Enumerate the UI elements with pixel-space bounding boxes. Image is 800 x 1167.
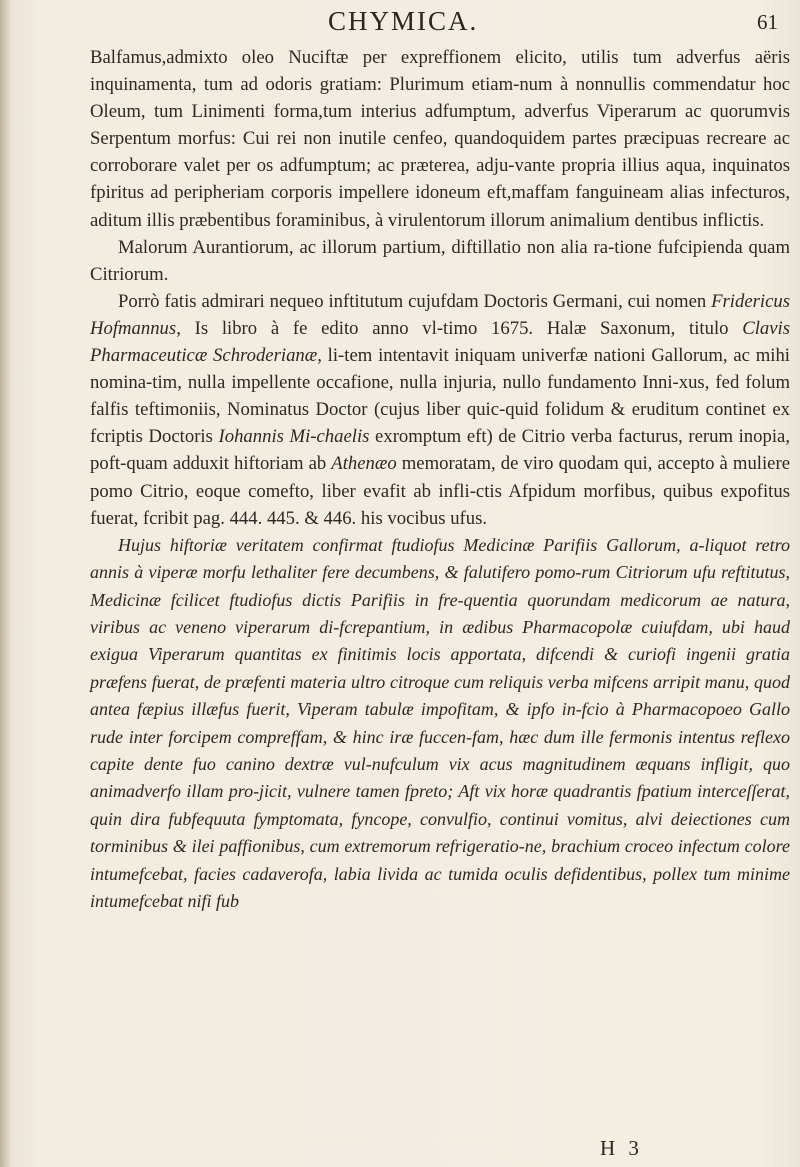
text-segment: Balfamus,admixto oleo Nuciftæ per expreffionem elicito, utilis tum adverfus aëris inquinamenta, tum ad odoris gratiam: Plurimum etiam-num à nonnullis commendatur hoc Oleum, tum Linimenti forma,tum interius adfumptum, adverfus Viperarum ac quorumvis Serpentum morfus: Cui rei non inutile cenfeo, quandoquidem partes præcipuas recreare ac corroborare valet per os adfumptum; ac præterea, adju-vante propria illius aqua, inquinatos fpiritus ad peripheriam corporis impellere idoneum eft,maffam fanguineam alias infecturos, aditum illis præbentibus foraminibus, à virulentorum illorum animalium dentibus inflictis. (90, 47, 790, 231)
paragraph (90, 44, 790, 234)
text-segment: memoratam, de viro quodam qui, accepto à muliere pomo Citrio, eoque comefto, liber evafit ab infli-ctis Afpidum morfibus, quibus expofitus fuerat, fcribit pag. 444. 445. & 446. his vocibus ufus. (90, 453, 790, 529)
text-segment: exromptum eft) de Citrio verba facturus, rerum inopia, poft-quam adduxit hiftoriam ab (90, 426, 790, 475)
page-header (88, 6, 778, 40)
running-title: CHYMICA. (328, 6, 479, 36)
italic-segment: Fridericus Hofmannus (90, 290, 790, 339)
paragraph (90, 234, 790, 288)
body-text (90, 44, 790, 915)
paragraph (90, 288, 790, 532)
page-number: 61 (757, 10, 778, 34)
text-segment: Malorum Aurantiorum, ac illorum partium, diftillatio non alia ra-tione fufcipienda quam Citriorum. (90, 236, 790, 285)
text-segment: , Is libro à fe edito anno vl-timo 1675. Halæ Saxonum, titulo (176, 317, 743, 339)
italic-segment: Athenæo (331, 453, 397, 475)
signature-mark: H 3 (600, 1136, 643, 1160)
text-segment: , li-tem intentavit iniquam univerfæ nationi Gallorum, ac mihi nomina-tim, nulla impellente occafione, nulla injuria, nullo fundamento Inni-xus, fed folum falfis teftimoniis, Nominatus Doctor (cujus liber quic-quid folidum & eruditum continet ex fcriptis Doctoris (90, 345, 791, 448)
italic-segment: Clavis Pharmaceuticæ Schroderianæ (90, 317, 790, 367)
text-segment: Porrò fatis admirari nequeo inftitutum cujufdam Doctoris Germani, cui nomen (118, 290, 712, 312)
binding-gutter (0, 0, 10, 1167)
text-segment: Hujus hiftoriæ veritatem confirmat ftudiofus Medicinæ Parifiis Gallorum, a-liquot retro annis à viperæ morfu lethaliter fere decumbens, & falutifero pomo-rum Citriorum ufu reftitutus, Medicinæ fcilicet ftudiofus dictis Parifiis in fre-quentia quorundam medicorum ae natura, viribus ac veneno viperarum di-fcrepantium, in ædibus Pharmacopolæ cuiufdam, ubi haud exigua Viperarum quantitas ex finitimis locis apportata, difcendi & curiofi ingenii gratia præfens fuerat, de præfenti materia ultro citroque cum reliquis verba mifcens arripit manu, quod antea fæpius illæfus fuerit, Viperam tabulæ impofitam, & ipfo in-fcio à Pharmacopoeo Gallo rude inter forcipem compreffam, & hinc iræ fuccen-fam, hæc dum ille fermonis intentus reflexo capite dente fuo canino dextræ vul-nufculum vix acus magnitudinem æquans infligit, quo animadverfo illam pro-jicit, vulnere tamen fpreto; Aft vix horæ quadrantis fpatium interceſſerat, quin dira fubfequuta fymptomata, fyncope, convulfio, continui vomitus, alvi deiectiones cum torminibus & ilei paffionibus, cum extremorum refrigeratio-ne, brachium croceo infectum colore intumefcebat, facies cadaverofa, labia livida ac tumida oculis defidentibus, pollex tum minime intumefcebat nifi fub (90, 534, 790, 911)
paragraph (90, 532, 790, 916)
italic-segment: Iohannis Mi-chaelis (218, 426, 370, 448)
